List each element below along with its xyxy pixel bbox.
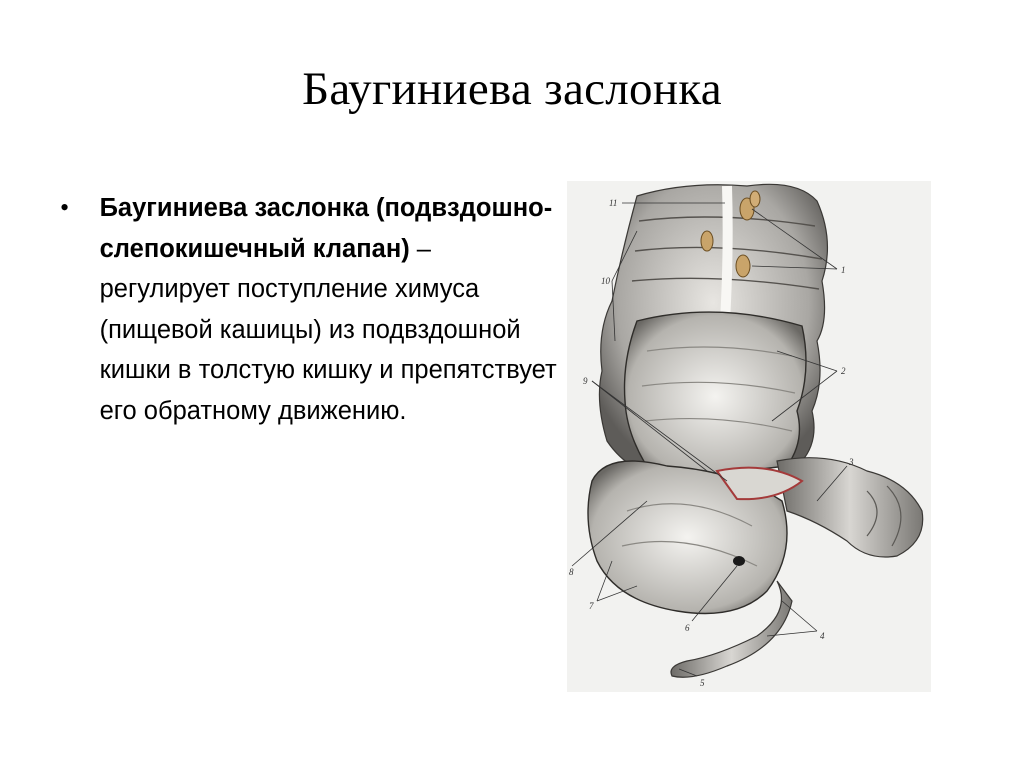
- label-11: 11: [609, 198, 618, 208]
- label-5: 5: [700, 678, 705, 688]
- label-10: 10: [601, 276, 610, 286]
- label-1: 1: [841, 265, 846, 275]
- ileum: [777, 458, 923, 557]
- label-8: 8: [569, 567, 574, 577]
- bullet-text: [100, 188, 560, 431]
- label-9: 9: [583, 376, 588, 386]
- bullet-bold-term: Баугиниева заслонка (подвздошно-слепокишечный клапан): [99, 194, 553, 263]
- slide-title: Баугиниева заслонка: [302, 63, 722, 115]
- bullet-description: – регулирует поступление химуса (пищевой кашицы) из подвздошной кишки в толстую кишку и препятствует его обратному движению.: [99, 234, 557, 425]
- colon-inner-cavity: [625, 312, 807, 481]
- label-6: 6: [685, 623, 690, 633]
- label-4: 4: [820, 631, 825, 641]
- bullet-dot-icon: •: [60, 193, 70, 222]
- anatomy-illustration: [567, 181, 931, 692]
- bullet-item: [60, 188, 560, 431]
- ileocecal-valve-drawing: [567, 181, 931, 692]
- label-3: 3: [849, 457, 854, 467]
- appendix-orifice: [733, 556, 745, 566]
- label-7: 7: [589, 601, 594, 611]
- label-2: 2: [841, 366, 846, 376]
